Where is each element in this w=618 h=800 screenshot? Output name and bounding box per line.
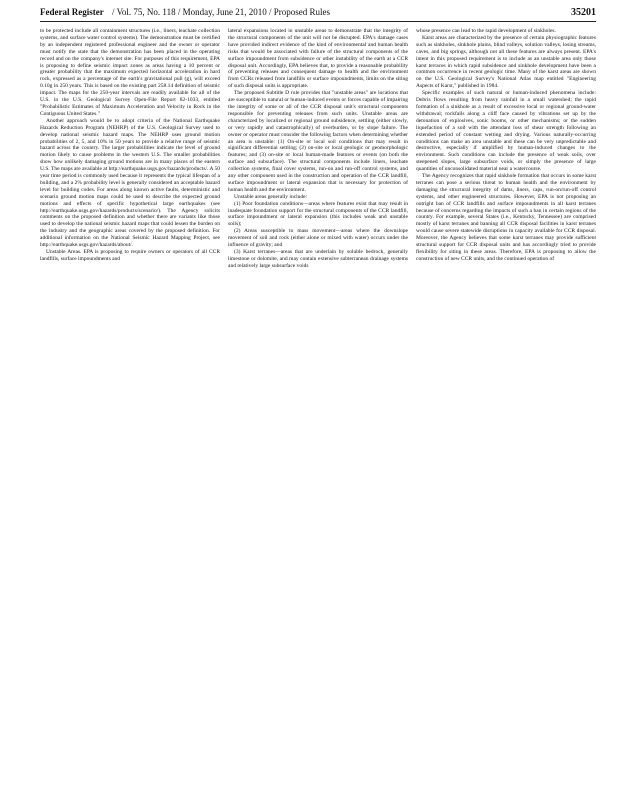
paragraph: Another approach would be to adopt criteria of the National Earthquake Hazards Reduction Program (NEHRP) of the U.S. Geological Survey used to develop national seismic hazard maps. The NEHRP uses ground motion probabilities of 2, 5, and 10% in 50 years to provide a relative range of seismic hazard across the country. The larger probabilities indicate the level of ground motion likely to cause problems in the western U.S. The smaller probabilities show how unlikely damaging ground motions are in many places of the eastern U.S. The maps are available at http://earthquake.usgs.gov/hazards/products/. A 50 year time period is commonly used because it represents the typical lifespan of a building, and a 2% probability level is generally considered an acceptable hazard level for building codes. For areas along known active faults, deterministic and scenario ground motion maps could be used to describe the expected ground motions and effects of specific hypothetical large earthquakes (see http://earthquake.usgs.gov/hazards/products/scenario/). The Agency solicits comments on the proposed definition and whether there are variants like those used to develop the national seismic hazard maps that could lessen the burden on the industry and the geographic areas covered by the proposed definition. For additional information on the National Seismic Hazard Mapping Project, see http://earthquake.usgs.gov/hazards/about/. bbox=[40, 117, 220, 249]
paragraph: (2) Areas susceptible to mass movement—areas where the downslope movement of soil and rock (either alone or mixed with water) occurs under the influence of gravity; and bbox=[228, 228, 408, 249]
paragraph: Unstable Areas. EPA is proposing to require owners or operators of all CCR landfills, surface impoundments and bbox=[40, 249, 220, 262]
paragraph: (1) Poor foundation conditions—areas where features exist that may result in inadequate foundation support for the structural components of the CCR landfill, surface impoundment or lateral expansion (this includes weak and unstable soils); bbox=[228, 200, 408, 228]
text-columns bbox=[40, 28, 596, 788]
publication-name: Federal Register bbox=[40, 7, 104, 17]
paragraph: Karst areas are characterized by the presence of certain physiographic features such as sinkholes, sinkhole plains, blind valleys, solution valleys, losing streams, caves, and big springs, although not all these features are always present. EPA's intent in this proposed requirement is to include as an unstable area only those karst terraces in which rapid subsidence and sinkhole development have been a common occurrence in recent geologic time. Many of the karst areas are shown on the U.S. Geological Survey's National Atlas map entitled "Engineering Aspects of Karst," published in 1984. bbox=[416, 34, 596, 90]
page-header bbox=[40, 6, 596, 22]
paragraph: (3) Karst terranes—areas that are underlain by soluble bedrock, generally limestone or dolomite, and may contain extensive subterranean drainage systems and relatively large subsurface voids bbox=[228, 249, 408, 269]
paragraph: Specific examples of such natural or human-induced phenomena include: Debris flows resulting from heavy rainfall in a small watershed; the rapid formation of a sinkhole as a result of excessive local or regional ground-water withdrawal; rockfalls along a cliff face caused by vibrations set up by the detonation of explosives, sonic booms, or other mechanisms; or the sudden liquefaction of a soil with the attendant loss of shear strength following an extended period of constant wetting and drying. Various naturally-occurring conditions can make an area unstable and these can be very unpredictable and destructive, especially if amplified by human-induced changes to the environment. Such conditions can include the presence of weak soils, over steepened slopes, large subsurface voids, or simply the presence of large quantities of unconsolidated material near a watercourse. bbox=[416, 90, 596, 173]
paragraph: to be protected include all containment structures (i.e., liners, leachate collection systems, and surface water control systems). The demonstration must be certified by an independent registered professional engineer and the owner or operator must notify the state that the demonstration has been placed in the operating record and on the company's internet site. For purposes of this requirement, EPA is proposing to define seismic impact zones as areas having a 10 percent or greater probability that the maximum expected horizontal acceleration in hard rock, expressed as a percentage of the earth's gravitational pull (g), will exceed 0.10g in 250 years. This is based on the existing part 258.14 definition of seismic impact. The maps for the 250-year intervals are readily available for all of the U.S. in the U.S. Geological Survey Open-File Report 82-1033, entitled "Probabilistic Estimates of Maximum Acceleration and Velocity in Rock in the Contiguous United States." bbox=[40, 28, 220, 117]
paragraph: whose presence can lead to the rapid development of sinkholes. bbox=[416, 28, 556, 34]
paragraph: Unstable areas generally include: bbox=[234, 193, 308, 200]
paragraph: The proposed Subtitle D rule provides that "unstable areas" are locations that are susceptible to natural or human-induced events or forces capable of impairing the integrity of some or all of the CCR disposal unit's structural components responsible for preventing releases from such units. Unstable areas are characterized by localized or regional ground subsidence, settling (either slowly, or very rapidly and catastrophically) of overburden, or by slope failure. The owner or operator must consider the following factors when determining whether an area is unstable: (1) On-site or local soil conditions that may result in significant differential settling; (2) on-site or local geologic or geomorphologic features; and (3) on-site or local human-made features or events (on both the surface and subsurface). The structural components include liners, leachate collection systems, final cover systems, run-on and run-off control systems, and any other component used in the construction and operation of the CCR landfill, surface impoundment or lateral expansion that is necessary for protection of human health and the environment. bbox=[228, 90, 408, 193]
column-3 bbox=[416, 28, 596, 788]
column-2 bbox=[228, 28, 408, 788]
volume-issue-date: / Vol. 75, No. 118 / Monday, June 21, 2010 / Proposed Rules bbox=[111, 7, 330, 17]
header-citation bbox=[40, 6, 336, 18]
page-number: 35201 bbox=[571, 7, 596, 18]
paragraph: The Agency recognizes that rapid sinkhole formation that occurs in some karst terranes can pose a serious threat to human health and the environment by damaging the structural integrity of dams, liners, caps, run-on/run-off control systems, and other engineered structures. However, EPA is not proposing an outright ban of CCR landfills and surface impoundments in all karst terranes because of concerns regarding the impacts of such a ban in certain regions of the country. For example, several States (i.e., Kentucky, Tennessee) are comprised mostly of karst terranes and banning all CCR disposal facilities in karst terranes would cause severe statewide disruptions in capacity available for CCR disposal. Moreover, the Agency believes that some karst terranes may provide sufficient structural support for CCR disposal units and has accordingly tried to provide flexibility for siting in these areas. Therefore, EPA is proposing to allow the construction of new CCR units, and the continued operation of bbox=[416, 173, 596, 262]
paragraph: lateral expansions located in unstable areas to demonstrate that the integrity of the structural components of the unit will not be disrupted. EPA's damage cases have provided indirect evidence of the kind of environmental and human health risks that would be associated with failure of the structural components of the surface impoundment from subsidence or other instability of the earth at a CCR disposal unit. Accordingly, EPA believes that, to provide a reasonable probability of preventing releases and consequent damage to health and the environment from CCRs released from landfills or surface impoundments, limits on the siting of such disposal units is appropriate. bbox=[228, 28, 408, 90]
column-1 bbox=[40, 28, 220, 788]
